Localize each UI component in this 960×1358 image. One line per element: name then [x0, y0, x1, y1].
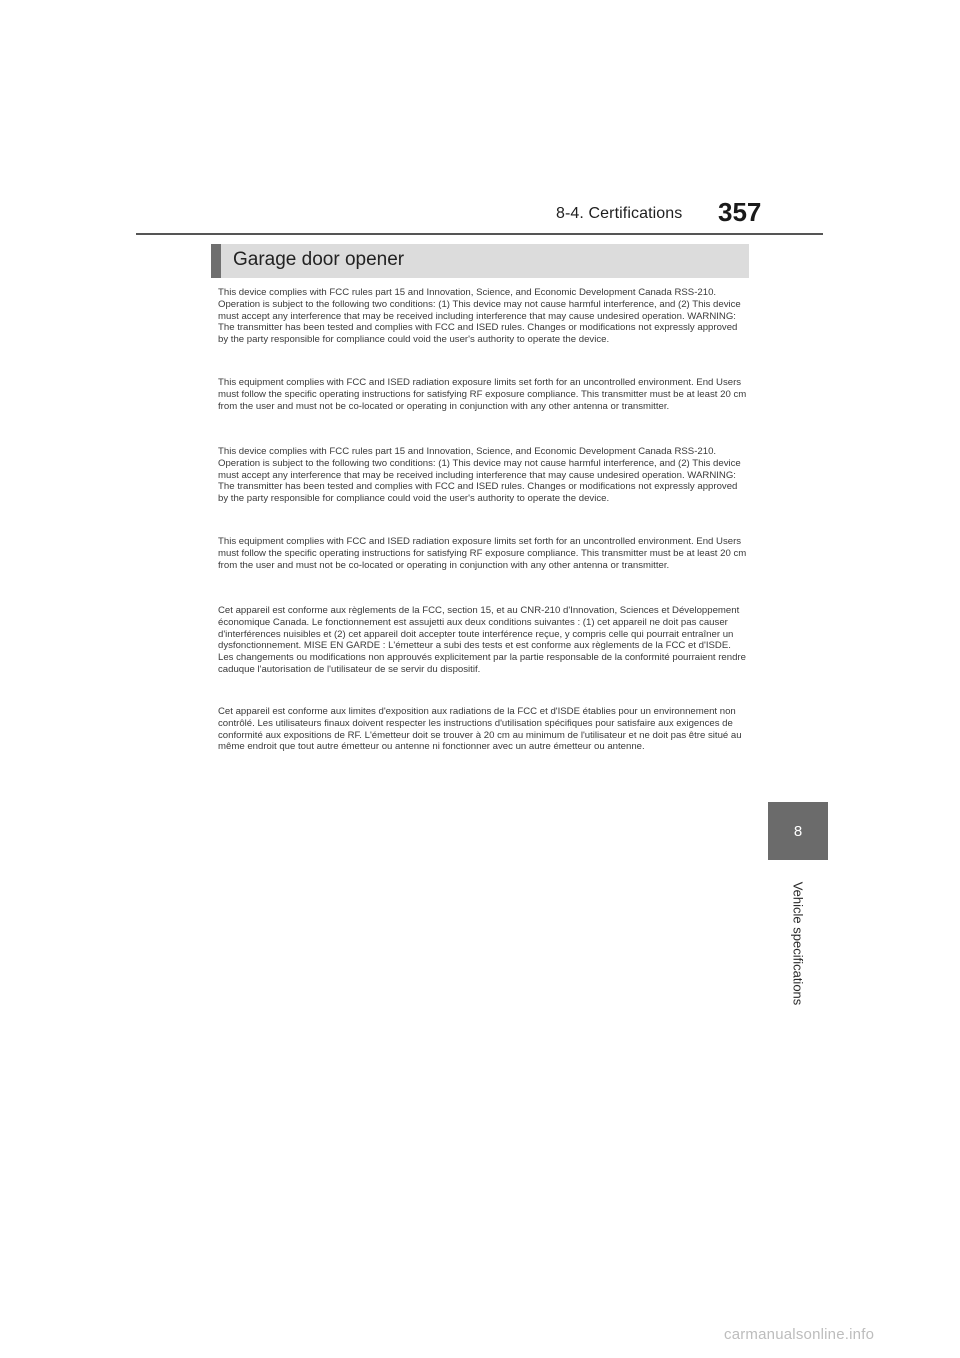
notice-rf-exposure-english-1: This equipment complies with FCC and ISED radiation exposure limits set forth for an uncontrolled environment. End Users must follow the specific operating instructions for satisfying RF exposure compliance. This transmitter must be at least 20 cm from the user and must not be co-located or operating in conjunction with any other antenna or transmitter. [218, 377, 747, 412]
section-title: Garage door opener [233, 249, 405, 270]
chapter-title: Vehicle specifications [790, 881, 806, 1005]
notice-rf-exposure-english-2: This equipment complies with FCC and ISED radiation exposure limits set forth for an uncontrolled environment. End Users must follow the specific operating instructions for satisfying RF exposure compliance. This transmitter must be at least 20 cm from the user and must not be co-located or operating in conjunction with any other antenna or transmitter. [218, 536, 747, 571]
header-divider [136, 233, 823, 235]
chapter-tab [768, 802, 828, 860]
notice-fcc-english-1: This device complies with FCC rules part 15 and Innovation, Science, and Economic Development Canada RSS-210. Operation is subject to the following two conditions: (1) This device may not cause harmful interference, and (2) This device must accept any interference that may be received including interference that may cause undesired operation. WARNING: The transmitter has been tested and complies with FCC and ISED rules. Changes or modifications not expressly approved by the party responsible for compliance could void the user's authority to operate the device. [218, 287, 741, 346]
chapter-label [787, 868, 809, 1018]
watermark: carmanualsonline.info [724, 1326, 875, 1343]
section-heading: 8-4. Certifications [556, 205, 683, 222]
notice-fcc-french: Cet appareil est conforme aux règlements de la FCC, section 15, et au CNR-210 d'Innovation, Sciences et Développement économique Canada. Le fonctionnement est assujetti aux deux conditions suivantes : (1) cet appareil ne doit pas causer d'interférences nuisibles et (2) cet appareil doit accepter toute interférence reçue, y compris celle qui pourrait entraîner un dysfonctionnement. MISE EN GARDE : L'émetteur a subi des tests et est conforme aux règlements de la FCC et d'ISDE. Les changements ou modifications non approuvés explicitement par la partie responsable de la conformité pourraient rendre caduque l'autorisation de l'utilisateur de se servir du dispositif. [218, 605, 746, 675]
section-title-bar [211, 244, 749, 278]
chapter-number: 8 [793, 822, 803, 840]
page-number: 357 [718, 197, 762, 227]
notice-rf-exposure-french: Cet appareil est conforme aux limites d'exposition aux radiations de la FCC et d'ISDE établies pour un environnement non contrôlé. Les utilisateurs finaux doivent respecter les instructions d'utilisation spécifiques pour satisfaire aux exigences de conformité aux expositions de RF. L'émetteur doit se trouver à 20 cm au minimum de l'utilisateur et ne doit pas être situé au même endroit que tout autre émetteur ou antenne ni fonctionner avec un autre émetteur ou antenne. [218, 706, 742, 753]
notice-fcc-english-2: This device complies with FCC rules part 15 and Innovation, Science, and Economic Development Canada RSS-210. Operation is subject to the following two conditions: (1) This device may not cause harmful interference, and (2) This device must accept any interference that may be received including interference that may cause undesired operation. WARNING: The transmitter has been tested and complies with FCC and ISED rules. Changes or modifications not expressly approved by the party responsible for compliance could void the user's authority to operate the device. [218, 446, 741, 505]
